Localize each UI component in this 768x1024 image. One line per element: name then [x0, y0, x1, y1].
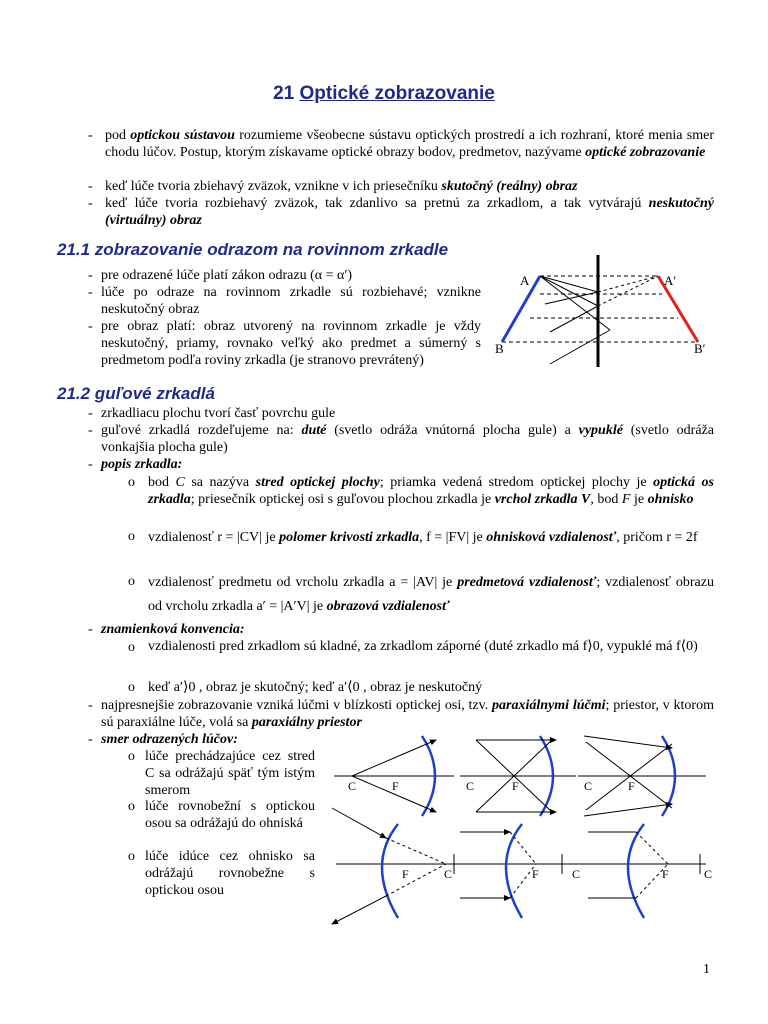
spherical-mirror-figures	[326, 728, 726, 936]
popis-item: bod C sa nazýva stred optickej plochy; priamka vedená stredom optickej plochy je optická os zrkadla; priesečník optickej osi s guľovou plochou zrkadla je vrchol zrkadla V, bod F je ohnisko	[148, 475, 714, 507]
popis-item: vzdialenosť predmetu od vrcholu zrkadla a = |AV| je predmetová vzdialenosť; vzdialenosť obrazu od vrcholu zrkadla a′ = |A′V| je obrazová vzdialenosť	[148, 575, 714, 614]
page-number: 1	[703, 962, 710, 977]
sec1-item: pre obraz platí: obraz utvorený na rovinnom zrkadle je vždy neskutočný, priamy, rovnako veľký ako predmet a súmerný s predmetom podľa roviny zrkadla (je stranovo prevrátený)	[101, 319, 481, 368]
bullet-dash: -	[88, 196, 93, 211]
sec2-item: zrkadliacu plochu tvorí časť povrchu gule	[101, 406, 336, 421]
znam-item: keď a′⟩0 , obraz je skutočný; keď a′⟨0 , obraz je neskutočný	[148, 680, 483, 695]
label-c: C	[348, 779, 357, 793]
label-b: B	[495, 341, 504, 356]
label-f: F	[662, 867, 669, 881]
bullet-dash: -	[88, 319, 93, 334]
bullet-dash: -	[88, 179, 93, 194]
sec1-item: pre odrazené lúče platí zákon odrazu (α = α′)	[101, 268, 353, 283]
bullet-o: o	[128, 680, 135, 695]
bullet-o: o	[128, 849, 135, 864]
bullet-o: o	[128, 799, 135, 814]
label-c: C	[704, 867, 713, 881]
intro-item: keď lúče tvoria zbiehavý zväzok, vznikne v ich priesečníku skutočný (reálny) obraz	[105, 179, 578, 194]
bullet-o: o	[128, 475, 135, 490]
sec2-item: najpresnejšie zobrazovanie vzniká lúčmi v blízkosti optickej osi, tzv. paraxiálnymi lúčmi; priestor, v ktorom sú paraxiálne lúče, volá sa paraxiálny priestor	[101, 698, 714, 730]
bullet-o: o	[128, 529, 135, 544]
bullet-o: o	[128, 749, 135, 764]
label-c: C	[584, 779, 593, 793]
ray-rule: lúče rovnobežní s optickou osou sa odrážajú do ohniská	[145, 799, 315, 831]
znam-item: vzdialenosti pred zrkadlom sú kladné, za zrkadlom záporné (duté zrkadlo má f⟩0, vypuklé má f⟨0)	[148, 639, 698, 654]
label-c: C	[466, 779, 475, 793]
bullet-dash: -	[88, 622, 93, 637]
bullet-dash: -	[88, 698, 93, 713]
label-b-prime: B′	[694, 341, 706, 356]
ray-rule: lúče prechádzajúce cez stred C sa odrážajú späť tým istým smerom	[145, 749, 315, 798]
bullet-o: o	[128, 574, 135, 589]
label-f: F	[512, 779, 519, 793]
sec2-item: guľové zrkadlá rozdeľujeme na: duté (svetlo odráža vnútorná plocha gule) a vypuklé (svetlo odráža vonkajšia plocha gule)	[101, 423, 714, 455]
page-title: 21 Optické zobrazovanie	[273, 83, 495, 104]
sec2-smer: smer odrazených lúčov:	[101, 732, 238, 747]
label-c: C	[444, 867, 453, 881]
label-f: F	[392, 779, 399, 793]
label-f: F	[628, 779, 635, 793]
section-heading: 21.2 guľové zrkadlá	[57, 384, 215, 403]
bullet-o: o	[128, 640, 135, 655]
label-a-prime: A′	[664, 273, 677, 288]
sec1-item: lúče po odraze na rovinnom zrkadle sú rozbiehavé; vznikne neskutočný obraz	[101, 285, 481, 317]
bullet-dash: -	[88, 128, 93, 143]
bullet-dash: -	[88, 285, 93, 300]
label-c: C	[572, 867, 581, 881]
bullet-dash: -	[88, 406, 93, 421]
ray-rule: lúče idúce cez ohnisko sa odrážajú rovnobežne s optickou osou	[145, 849, 315, 898]
sec2-znam: znamienková konvencia:	[101, 622, 245, 637]
label-f: F	[532, 867, 539, 881]
intro-item: keď lúče tvoria rozbiehavý zväzok, tak zdanlivo sa pretnú za zrkadlom, a tak vytvárajú neskutočný (virtuálny) obraz	[105, 196, 714, 228]
label-f: F	[402, 867, 409, 881]
section-heading: 21.1 zobrazovanie odrazom na rovinnom zrkadle	[57, 240, 449, 259]
bullet-dash: -	[88, 268, 93, 283]
popis-item: vzdialenosť r = |CV| je polomer krivosti zrkadla, f = |FV| je ohnisková vzdialenosť, pričom r = 2f	[148, 530, 698, 545]
bullet-dash: -	[88, 457, 93, 472]
label-a: A	[520, 273, 530, 288]
sec2-popis: popis zrkadla:	[101, 457, 183, 472]
intro-item: pod optickou sústavou rozumieme všeobecne sústavu optických prostredí a ich rozhraní, ktoré menia smer chodu lúčov. Postup, ktorým získavame optické obrazy bodov, predmetov, nazývame optické zobrazovanie	[105, 128, 714, 160]
bullet-dash: -	[88, 732, 93, 747]
plane-mirror-figure	[490, 252, 720, 370]
bullet-dash: -	[88, 423, 93, 438]
